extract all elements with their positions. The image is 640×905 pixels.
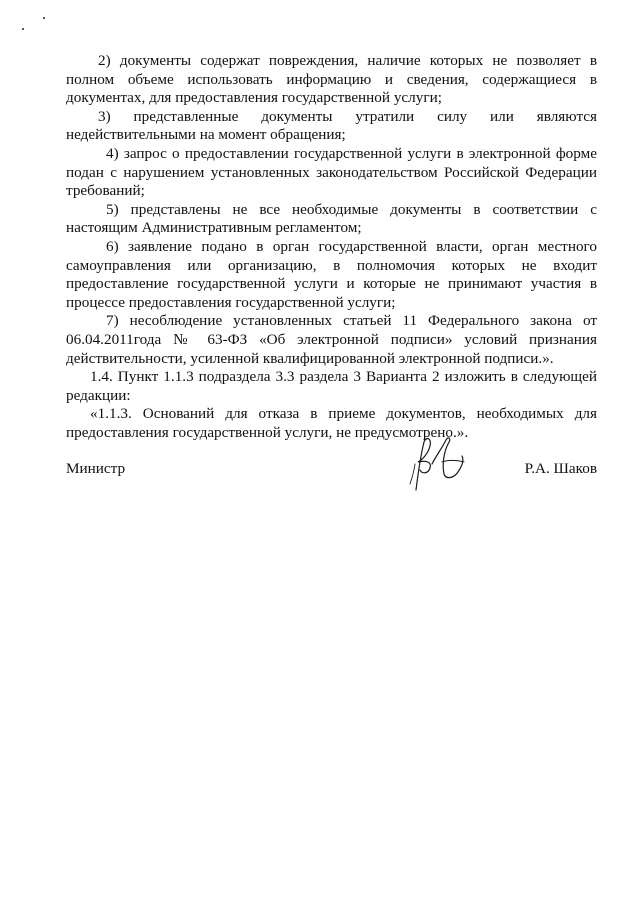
scan-specks: [20, 12, 50, 32]
document-body: [66, 52, 597, 442]
signatory-name: Р.А. Шаков: [524, 460, 597, 477]
paragraph-item-5: 5) представлены не все необходимые документы в соответствии с настоящим Административным регламентом;: [66, 200, 597, 237]
handwritten-signature: [402, 434, 472, 494]
paragraph-item-7: 7) несоблюдение установленных статьей 11 Федерального закона от 06.04.2011года № 63-ФЗ «Об электронной подписи» условий признания действительности, усиленной квалифицированной электронной подписи.».: [66, 312, 597, 367]
signature-block: [66, 456, 597, 496]
paragraph-quote-1-1-3: «1.1.3. Оснований для отказа в приеме документов, необходимых для предоставления государственной услуги, не предусмотрено.».: [66, 405, 597, 441]
paragraph-item-4: 4) запрос о предоставлении государственной услуги в электронной форме подан с нарушением установленных законодательством Российской Федерации требований;: [66, 144, 597, 200]
paragraph-item-3: 3) представленные документы утратили силу или являются недействительными на момент обращения;: [66, 107, 597, 144]
paragraph-1-4: 1.4. Пункт 1.1.3 подраздела 3.3 раздела 3 Варианта 2 изложить в следующей редакции:: [66, 368, 597, 404]
paragraph-item-6: 6) заявление подано в орган государственной власти, орган местного самоуправления или организацию, в полномочия которых не входит предоставление государственной услуги и которые не принимают участия в процессе предоставления государственной услуги;: [66, 237, 597, 311]
signatory-title: Министр: [66, 460, 126, 477]
paragraph-item-2: 2) документы содержат повреждения, наличие которых не позволяет в полном объеме использовать информацию и сведения, содержащиеся в документах, для предоставления государственной услуги;: [66, 52, 597, 107]
